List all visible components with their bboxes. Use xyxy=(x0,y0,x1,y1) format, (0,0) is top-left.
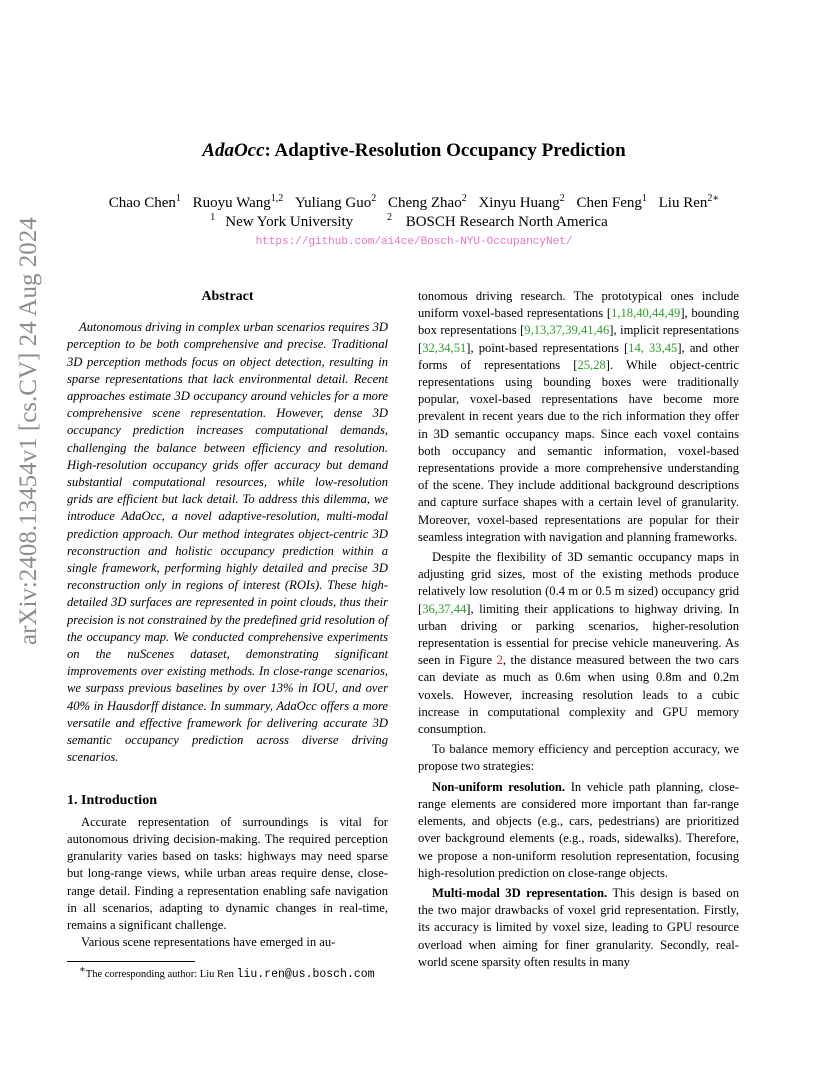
author: Ruoyu Wang$^{1,2}$ xyxy=(192,193,284,211)
left-column xyxy=(67,288,388,984)
affiliation: $^1$ New York University xyxy=(210,212,354,230)
footnote-rule xyxy=(67,961,195,962)
citation-link[interactable]: 36,37,44 xyxy=(422,601,467,616)
intro-paragraph: Various scene representations have emerged in au- xyxy=(81,935,336,950)
citation-link[interactable]: 25,28 xyxy=(577,357,606,372)
author: Chao Chen$^1$ xyxy=(108,193,181,211)
footnote: ∗The corresponding author: Liu Ren liu.ren@us.bosch.com xyxy=(79,964,375,982)
body-paragraph: tonomous driving research. The prototypical ones include uniform voxel-based representations [1,18,40,44,49], bounding box representations [9,13,37,39,41,46], implicit representations [32,34,51], point-based representations [14, 33,45], and other forms of representations [25,28]. While object-centric representations using bounding boxes were traditionally popular, voxel-based representations have become more prevalent in recent years due to the rich information they offer in 3D semantic occupancy maps. Since each voxel contains both occupancy and semantic information, voxel-based representations provide a more comprehensive understanding of the scene. They include additional background descriptions and capture surface shapes with a certain level of granularity. Moreover, voxel-based representations are popular for their seamless integration with navigation and planning frameworks. xyxy=(418,289,740,544)
intro-paragraph: Accurate representation of surroundings is vital for autonomous driving decision-making. The required perception granularity varies based on tasks: highways may need sparse but long-range views, while urban areas require dense, close-range detail. Finding a representation enabling safe navigation in all scenarios, adapting to dynamic changes in real-time, remains a significant challenge. xyxy=(67,814,388,932)
citation-link[interactable]: 32,34,51 xyxy=(422,340,467,355)
body-paragraph: Despite the flexibility of 3D semantic occupancy maps in adjusting grid sizes, most of the existing methods produce relatively low resolution (0.4 m or 0.5 m sized) occupancy grid [36,37,44], limiting their applications to highway driving. In urban driving or parking scenarios, higher-resolution representation is essential for precise vehicle maneuvering. As seen in Figure 2, the distance measured between the two cars can deviate as much as 0.6m when using 0.8m and 0.2m voxels. However, increasing resolution leads to a cubic increase in computational complexity and GPU memory consumption. xyxy=(418,550,739,737)
citation-link[interactable]: 14, 33,45 xyxy=(628,340,678,355)
project-url-link[interactable]: https://github.com/ai4ce/Bosch-NYU-OccupancyNet/ xyxy=(255,236,573,248)
right-column xyxy=(418,288,739,971)
author-email-link[interactable]: liu.ren@us.bosch.com xyxy=(236,968,375,982)
author: Xinyu Huang$^2$ xyxy=(478,193,565,211)
section-heading-introduction: 1. Introduction xyxy=(67,793,157,809)
title-method-name: AdaOcc xyxy=(202,140,265,161)
abstract-text: Autonomous driving in complex urban scenarios requires 3D perception to be both comprehensive and precise. Traditional 3D perception methods focus on object detection, resulting in sparse representations that lack environmental detail. Recent approaches estimate 3D occupancy around vehicles for a more comprehensive scene representation. However, dense 3D occupancy prediction increases computational demands, challenging the balance between efficiency and resolution. High-resolution occupancy grids offer accuracy but demand substantial computational resources, while low-resolution grids are efficient but lack detail. To address this dilemma, we introduce AdaOcc, a novel adaptive-resolution, multi-modal prediction approach. Our method integrates object-centric 3D reconstruction and holistic occupancy prediction within a single framework, performing highly detailed and precise 3D reconstruction only in regions of interest (ROIs). These high-detailed 3D surfaces are represented in point clouds, thus their precision is not constrained by the predefined grid resolution of the occupancy map. We conducted comprehensive experiments on the nuScenes dataset, demonstrating significant improvements over existing methods. In close-range scenarios, we surpass previous baselines by over 13% in IOU, and over 40% in Hausdorff distance. In summary, AdaOcc offers a more versatile and effective framework for delivering accurate 3D semantic occupancy prediction across diverse driving scenarios. xyxy=(67,320,388,765)
body-paragraph: Multi-modal 3D representation. This design is based on the two major drawbacks of voxel grid representation. Firstly, its accuracy is limited by voxel size, leading to GPU resource overload when aiming for finer granularity. Secondly, real-world scene sparsity often results in many xyxy=(418,885,740,969)
citation-link[interactable]: 1,18,40,44,49 xyxy=(611,306,681,321)
author: Liu Ren$^{2∗}$ xyxy=(658,193,720,211)
author: Cheng Zhao$^2$ xyxy=(387,193,467,211)
title-rest: : Adaptive-Resolution Occupancy Prediction xyxy=(264,140,626,161)
run-in-heading: Multi-modal 3D representation. xyxy=(432,885,608,900)
body-paragraph: Non-uniform resolution. In vehicle path planning, close-range elements are considered more important than far-range elements, and objects (e.g., cars, pedestrians) are prioritized over background elements (e.g., roads, sidewalks). Therefore, we propose a non-uniform resolution representation, focusing high-resolution prediction on close-range objects. xyxy=(418,779,739,880)
author: Yuliang Guo$^2$ xyxy=(294,193,377,211)
run-in-heading: Non-uniform resolution. xyxy=(432,779,566,794)
affiliation: $^2$ BOSCH Research North America xyxy=(386,212,608,230)
author-list xyxy=(0,195,828,212)
author: Chen Feng$^1$ xyxy=(576,193,647,211)
paper-title xyxy=(0,140,828,162)
abstract-heading: Abstract xyxy=(201,289,254,304)
affiliations xyxy=(0,214,828,231)
citation-link[interactable]: 9,13,37,39,41,46 xyxy=(524,323,610,338)
figure-reference-link[interactable]: 2 xyxy=(496,653,503,668)
body-paragraph: To balance memory efficiency and perception accuracy, we propose two strategies: xyxy=(418,742,739,774)
